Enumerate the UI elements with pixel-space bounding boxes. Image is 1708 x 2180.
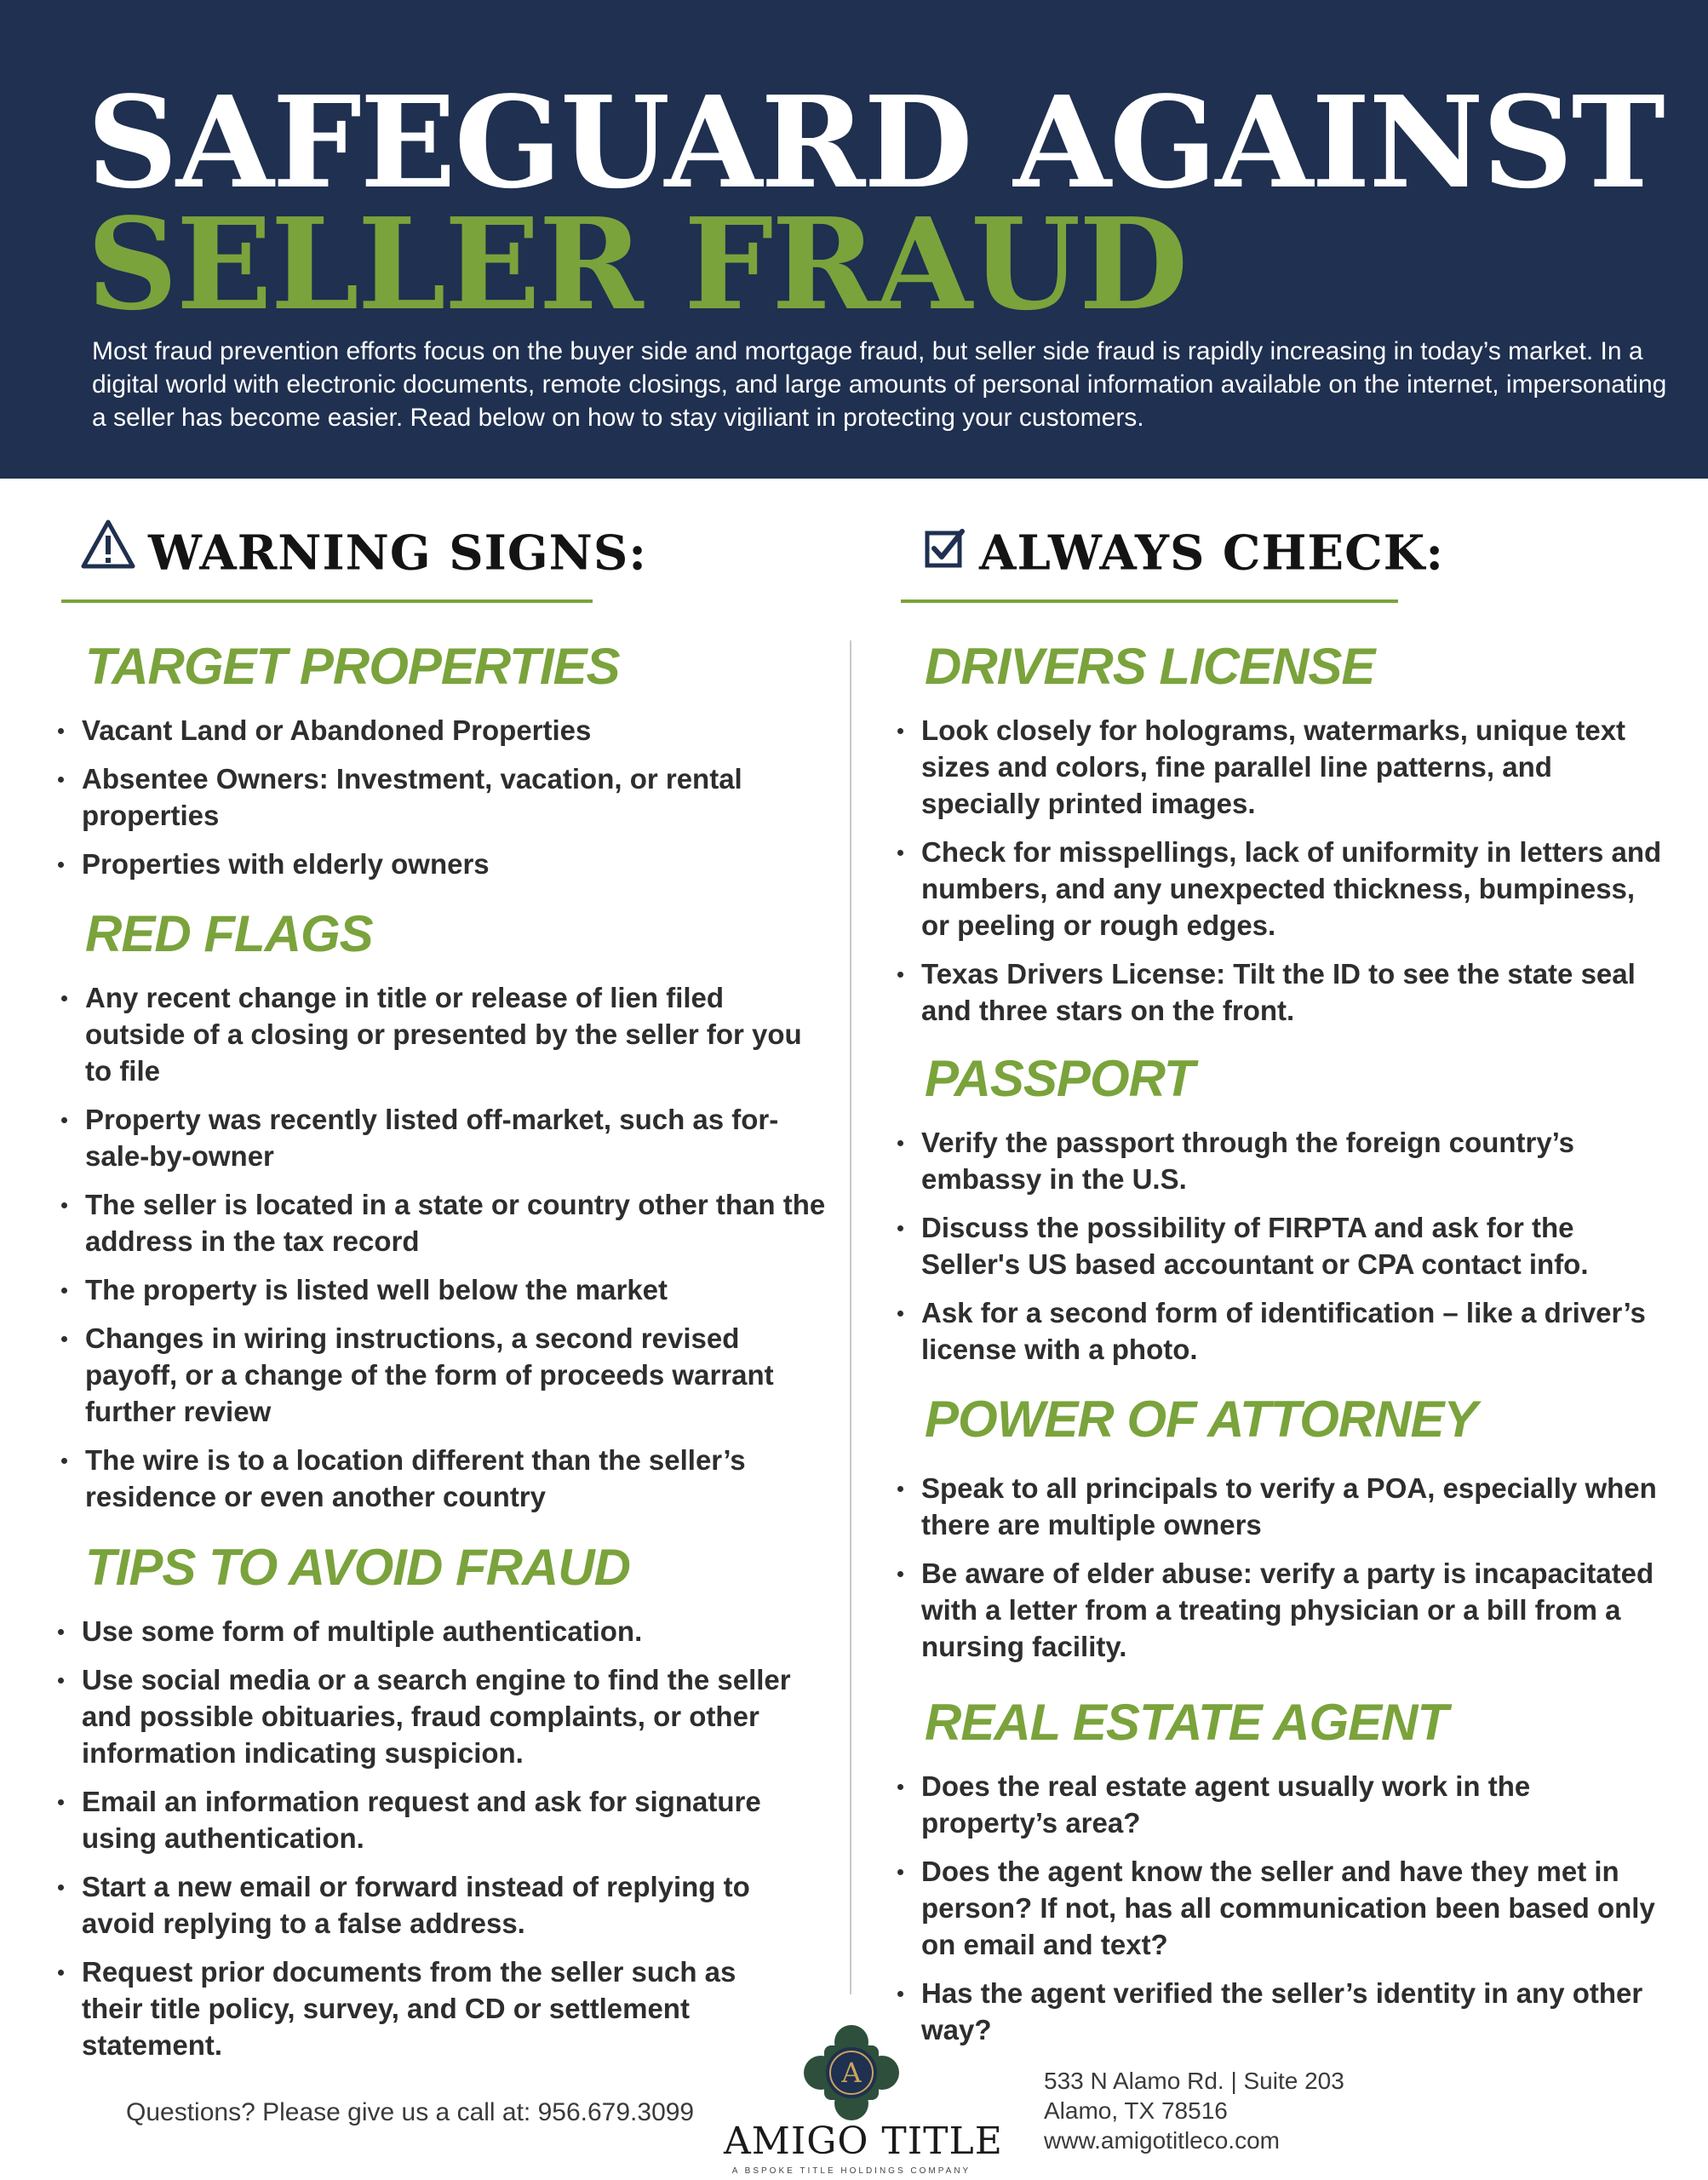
- address-line1: 533 N Alamo Rd. | Suite 203: [1044, 2068, 1344, 2094]
- warning-signs-label: WARNING SIGNS:: [148, 525, 647, 582]
- section-title-passport: PASSPORT: [925, 1050, 1195, 1107]
- list-item: Has the agent verified the seller’s identity in any other way?: [897, 1975, 1669, 2048]
- list-item: Be aware of elder abuse: verify a party is incapacitated with a letter from a treating physician or a bill from a nursing facility.: [897, 1555, 1669, 1665]
- footer-questions-phone: Questions? Please give us a call at: 956.679.3099: [126, 2098, 695, 2126]
- list-item: Property was recently listed off-market, such as for-sale-by-owner: [61, 1101, 828, 1174]
- list-item: Request prior documents from the seller such as their title policy, survey, and CD or settlement statement.: [58, 1953, 799, 2063]
- always-check-heading: [925, 515, 1444, 587]
- warning-signs-heading: [80, 515, 647, 588]
- section-title-red-flags: RED FLAGS: [85, 905, 373, 962]
- passport-list: [897, 1124, 1664, 1380]
- section-title-real-estate-agent: REAL ESTATE AGENT: [925, 1694, 1448, 1751]
- section-title-drivers-license: DRIVERS LICENSE: [925, 638, 1375, 695]
- tips-list: [58, 1613, 799, 2075]
- right-heading-rule: [901, 600, 1398, 603]
- list-item: Does the agent know the seller and have they met in person? If not, has all communication been based only on email and text?: [897, 1853, 1669, 1963]
- list-item: Email an information request and ask for signature using authentication.: [58, 1783, 799, 1856]
- power-of-attorney-list: [897, 1470, 1669, 1677]
- list-item: Look closely for holograms, watermarks, unique text sizes and colors, fine parallel line patterns, and specially printed images.: [897, 712, 1669, 822]
- list-item: Discuss the possibility of FIRPTA and ask for the Seller's US based accountant or CPA contact info.: [897, 1209, 1664, 1282]
- list-item: Properties with elderly owners: [58, 846, 790, 882]
- list-item: Texas Drivers License: Tilt the ID to see the state seal and three stars on the front.: [897, 955, 1669, 1029]
- list-item: Ask for a second form of identification – like a driver’s license with a photo.: [897, 1294, 1664, 1368]
- list-item: The property is listed well below the market: [61, 1271, 828, 1308]
- real-estate-agent-list: [897, 1768, 1669, 2060]
- always-check-label: ALWAYS CHECK:: [979, 525, 1444, 582]
- logo-letter: A: [841, 2057, 862, 2089]
- amigo-title-logo-icon: [804, 2025, 899, 2125]
- page-title-line1: SAFEGUARD AGAINST: [87, 68, 1664, 216]
- page-title-line2: SELLER FRAUD: [87, 190, 1187, 338]
- section-title-tips-to-avoid-fraud: TIPS TO AVOID FRAUD: [85, 1539, 630, 1596]
- list-item: Start a new email or forward instead of replying to avoid replying to a false address.: [58, 1868, 799, 1942]
- header-banner: [0, 0, 1708, 479]
- list-item: Vacant Land or Abandoned Properties: [58, 712, 790, 749]
- intro-paragraph: Most fraud prevention efforts focus on the buyer side and mortgage fraud, but seller side fraud is rapidly increasing in today’s market. In a digital world with electronic documents, remote closings, and large amounts of personal information available on the internet, impersonating a seller has become easier. Read below on how to stay vigiliant in protecting your customers.: [92, 337, 1667, 432]
- list-item: Use social media or a search engine to find the seller and possible obituaries, fraud complaints, or other information indicating suspicion.: [58, 1661, 799, 1771]
- section-title-power-of-attorney: POWER OF ATTORNEY: [925, 1391, 1477, 1448]
- website-link[interactable]: www.amigotitleco.com: [1044, 2127, 1280, 2154]
- left-heading-rule: [61, 600, 593, 603]
- list-item: Does the real estate agent usually work in the property’s area?: [897, 1768, 1669, 1841]
- list-item: The wire is to a location different than the seller’s residence or even another country: [61, 1442, 828, 1515]
- list-item: Check for misspellings, lack of uniformity in letters and numbers, and any unexpected thickness, bumpiness, or peeling or rough edges.: [897, 834, 1669, 944]
- drivers-license-list: [897, 712, 1669, 1041]
- company-tagline: A BSPOKE TITLE HOLDINGS COMPANY: [731, 2166, 971, 2176]
- list-item: Any recent change in title or release of lien filed outside of a closing or presented by the seller for you to file: [61, 979, 828, 1089]
- list-item: Verify the passport through the foreign country’s embassy in the U.S.: [897, 1124, 1664, 1197]
- column-divider: [850, 640, 851, 1994]
- list-item: Speak to all principals to verify a POA, especially when there are multiple owners: [897, 1470, 1669, 1543]
- list-item: The seller is located in a state or country other than the address in the tax record: [61, 1186, 828, 1259]
- red-flags-list: [61, 979, 828, 1527]
- footer-address-block: [1044, 2066, 1344, 2155]
- section-title-target-properties: TARGET PROPERTIES: [85, 638, 620, 695]
- company-name: AMIGO TITLE: [724, 2120, 1003, 2163]
- checkbox-icon: [925, 519, 967, 587]
- target-properties-list: [58, 712, 790, 894]
- warning-triangle-icon: [80, 519, 136, 588]
- address-line2: Alamo, TX 78516: [1044, 2097, 1228, 2124]
- list-item: Changes in wiring instructions, a second revised payoff, or a change of the form of proceeds warrant further review: [61, 1320, 828, 1430]
- list-item: Absentee Owners: Investment, vacation, or rental properties: [58, 760, 790, 834]
- list-item: Use some form of multiple authentication.: [58, 1613, 799, 1649]
